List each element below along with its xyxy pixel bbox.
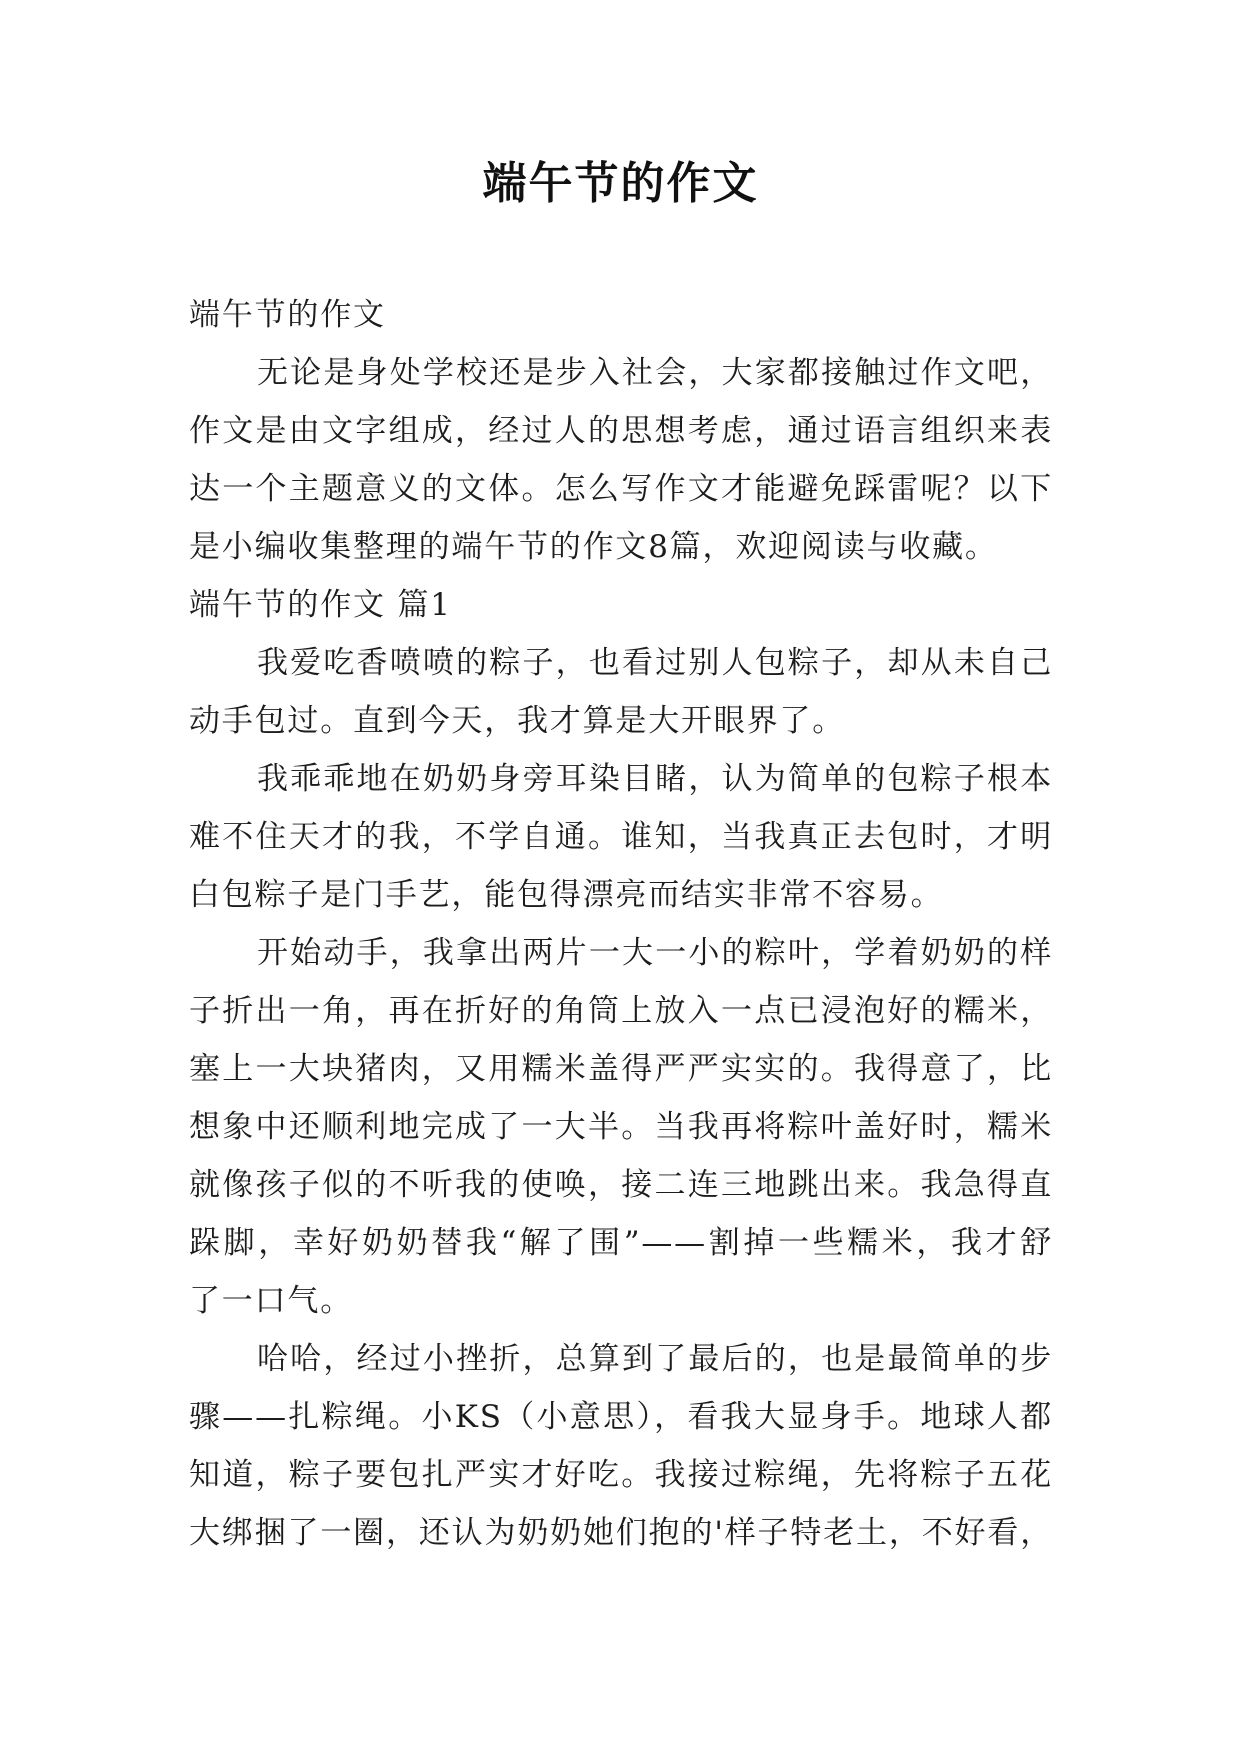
intro-paragraph [189, 344, 1053, 576]
paragraph-line: 无论是身处学校还是步入社会，大家都接触过作文吧， [257, 355, 1053, 391]
paragraph-line: 想象中还顺利地完成了一大半。当我再将粽叶盖好时，糯米 [189, 1109, 1053, 1145]
body-paragraph [189, 1330, 1053, 1562]
paragraph-line: 作文是由文字组成，经过人的思想考虑，通过语言组织来表 [189, 413, 1053, 449]
paragraph-line: 动手包过。直到今天，我才算是大开眼界了。 [189, 703, 845, 739]
body-paragraph [189, 924, 1053, 1330]
paragraph-line: 我爱吃香喷喷的粽子，也看过别人包粽子，却从未自己 [257, 645, 1053, 681]
paragraph-line: 达一个主题意义的文体。怎么写作文才能避免踩雷呢？以下 [189, 471, 1053, 507]
paragraph-line: 大绑捆了一圈，还认为奶奶她们抱的'样子特老土，不好看， [189, 1515, 1053, 1551]
paragraph-line: 哈哈，经过小挫折，总算到了最后的，也是最简单的步 [257, 1341, 1053, 1377]
paragraph-line: 我乖乖地在奶奶身旁耳染目睹，认为简单的包粽子根本 [257, 761, 1053, 797]
paragraph-line: 跺脚，幸好奶奶替我“解了围”——割掉一些糯米，我才舒 [189, 1225, 1053, 1261]
paragraph-line: 了一口气。 [189, 1283, 353, 1319]
paragraph-line: 骤——扎粽绳。小KS（小意思），看我大显身手。地球人都 [189, 1399, 1053, 1435]
paragraph-line: 开始动手，我拿出两片一大一小的粽叶，学着奶奶的样 [257, 935, 1053, 971]
paragraph-line: 塞上一大块猪肉，又用糯米盖得严严实实的。我得意了，比 [189, 1051, 1053, 1087]
paragraph-line: 子折出一角，再在折好的角筒上放入一点已浸泡好的糯米， [189, 993, 1053, 1029]
heading-line: 端午节的作文 篇1 [189, 587, 452, 623]
section-heading [189, 576, 1053, 634]
paragraph-line: 是小编收集整理的端午节的作文8篇，欢迎阅读与收藏。 [189, 529, 998, 565]
document-title: 端午节的作文 [482, 158, 759, 209]
document-body [189, 286, 1053, 1562]
body-paragraph [189, 750, 1053, 924]
paragraph-line: 白包粽子是门手艺，能包得漂亮而结实非常不容易。 [189, 877, 944, 913]
body-paragraph [189, 634, 1053, 750]
subtitle-heading [189, 286, 1053, 344]
paragraph-line: 知道，粽子要包扎严实才好吃。我接过粽绳，先将粽子五花 [189, 1457, 1053, 1493]
paragraph-line: 就像孩子似的不听我的使唤，接二连三地跳出来。我急得直 [189, 1167, 1053, 1203]
paragraph-line: 难不住天才的我，不学自通。谁知，当我真正去包时，才明 [189, 819, 1053, 855]
heading-line: 端午节的作文 [189, 297, 386, 333]
